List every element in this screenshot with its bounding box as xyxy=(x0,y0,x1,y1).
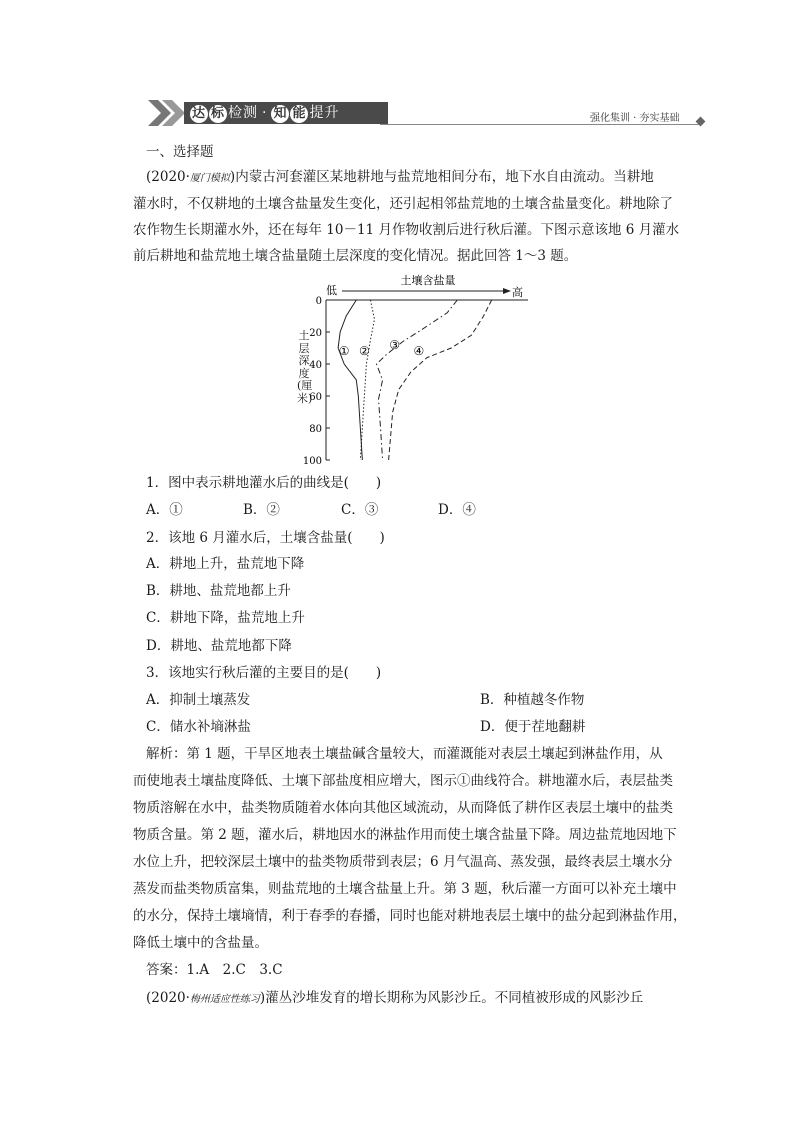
intro-line-3: 农作物生长期灌水外，还在每年 10－11 月作物收割后进行秋后灌。下图示意该地 6 月灌水 xyxy=(133,222,680,238)
chart-title: 土壤含盐量 xyxy=(400,274,456,287)
y-tick-label: 20 xyxy=(309,328,322,339)
next-source: 梅州适应性练习 xyxy=(189,994,260,1005)
banner-word-1: 检测 xyxy=(228,105,258,121)
answer-line: 答案：1.A 2.C 3.C xyxy=(146,962,283,978)
q1-stem: 1．图中表示耕地灌水后的曲线是( ) xyxy=(146,475,382,491)
analysis-line-8: 降低土壤中的含盐量。 xyxy=(133,935,268,951)
analysis-line-6: 蒸发而盐类物质富集，则盐荒地的土壤含盐量上升。第 3 题，秋后灌一方面可以补充土壤中 xyxy=(133,881,677,897)
y-tick-label: 40 xyxy=(309,360,322,371)
y-tick-label: 0 xyxy=(315,296,322,307)
q2-option-c: C．耕地下降，盐荒地上升 xyxy=(146,610,305,626)
intro-line-1 xyxy=(146,167,654,189)
chart-svg xyxy=(288,274,548,464)
analysis-line-7: 的水分，保持土壤墒情，利于春季的春播，同时也能对耕地表层土壤中的盐分起到淋盐作用， xyxy=(133,908,687,924)
double-chevron-icon xyxy=(148,100,188,126)
banner-char-2: 标 xyxy=(210,106,225,121)
banner-word-2: 提升 xyxy=(309,105,340,121)
curve-4 xyxy=(389,300,492,460)
analysis-line-1: 解析：第 1 题，干旱区地表土壤盐碱含量较大，而灌溉能对表层土壤起到淋盐作用，从 xyxy=(146,746,663,762)
q3-stem: 3．该地实行秋后灌的主要目的是( ) xyxy=(146,665,382,681)
q2-option-d: D．耕地、盐荒地都下降 xyxy=(146,638,292,654)
curve-label-1: ① xyxy=(338,344,350,359)
next-question-line xyxy=(146,988,643,1010)
banner-char-4: 能 xyxy=(292,106,307,121)
q3-option-c: C．储水补墒淋盐 xyxy=(146,719,251,735)
intro-line-2: 灌水时，不仅耕地的土壤含盐量发生变化，还引起相邻盐荒地的土壤含盐量变化。耕地除了 xyxy=(133,196,673,212)
curve-1 xyxy=(338,300,362,460)
y-tick-label: 100 xyxy=(302,456,322,464)
section-banner xyxy=(148,100,388,126)
analysis-line-3: 物质溶解在水中，盐类物质随着水体向其他区域流动，从而降低了耕作区表层土壤中的盐类 xyxy=(133,800,673,816)
salt-depth-chart xyxy=(288,274,548,464)
intro-line-4: 前后耕地和盐荒地土壤含盐量随土层深度的变化情况。据此回答 1～3 题。 xyxy=(133,248,578,264)
q2-option-a: A．耕地上升，盐荒地下降 xyxy=(146,556,305,572)
section-heading: 一、选择题 xyxy=(146,144,214,160)
curve-3 xyxy=(377,300,458,460)
banner-char-3: 知 xyxy=(273,106,288,121)
y-tick-label: 80 xyxy=(309,424,322,435)
curve-label-2: ② xyxy=(358,344,370,359)
analysis-line-4: 物质含量。第 2 题，灌水后，耕地因水的淋盐作用而使土壤含盐量下降。周边盐荒地因地下 xyxy=(133,827,677,843)
y-tick-label: 60 xyxy=(309,392,322,403)
next-year: (2020· xyxy=(146,990,190,1006)
banner-dot: · xyxy=(262,105,268,121)
analysis-line-2: 而使地表土壤盐度降低、土壤下部盐度相应增大，图示①曲线符合。耕地灌水后，表层盐类 xyxy=(133,773,673,789)
chart-x-low-label: 低 xyxy=(326,284,337,297)
q3-option-d: D．便于茬地翻耕 xyxy=(480,719,586,735)
q1-option-a: A．① xyxy=(146,502,183,518)
q1-option-d: D．④ xyxy=(438,502,476,518)
q2-option-b: B．耕地、盐荒地都上升 xyxy=(146,583,291,599)
q3-option-a: A．抑制土壤蒸发 xyxy=(146,692,251,708)
intro-year: (2020· xyxy=(146,169,190,185)
header-right-tag: 强化集训 · 夯实基础 xyxy=(590,113,680,124)
intro-line-1-text: )内蒙古河套灌区某地耕地与盐荒地相间分布，地下水自由流动。当耕地 xyxy=(229,169,654,185)
q1-option-c: C．③ xyxy=(341,502,379,518)
banner-char-1: 达 xyxy=(191,106,206,121)
q3-option-b: B．种植越冬作物 xyxy=(480,692,585,708)
q2-stem: 2．该地 6 月灌水后，土壤含盐量( ) xyxy=(146,530,385,546)
q1-option-b: B．② xyxy=(243,502,280,518)
curve-label-3: ③ xyxy=(389,337,401,352)
curve-label-4: ④ xyxy=(413,344,425,359)
intro-source: 厦门模拟 xyxy=(189,173,230,184)
chart-x-high-label: 高 xyxy=(512,286,523,299)
chart-y-label: 土层深度(厘米) xyxy=(297,329,313,405)
analysis-line-5: 水位上升，把较深层土壤中的盐类物质带到表层；6 月气温高、蒸发强，最终表层土壤水分 xyxy=(133,854,673,870)
curve-2 xyxy=(360,300,374,460)
header-rule xyxy=(380,124,700,125)
next-text: )灌丛沙堆发育的增长期称为风影沙丘。不同植被形成的风影沙丘 xyxy=(259,990,644,1006)
banner-title xyxy=(184,102,388,124)
